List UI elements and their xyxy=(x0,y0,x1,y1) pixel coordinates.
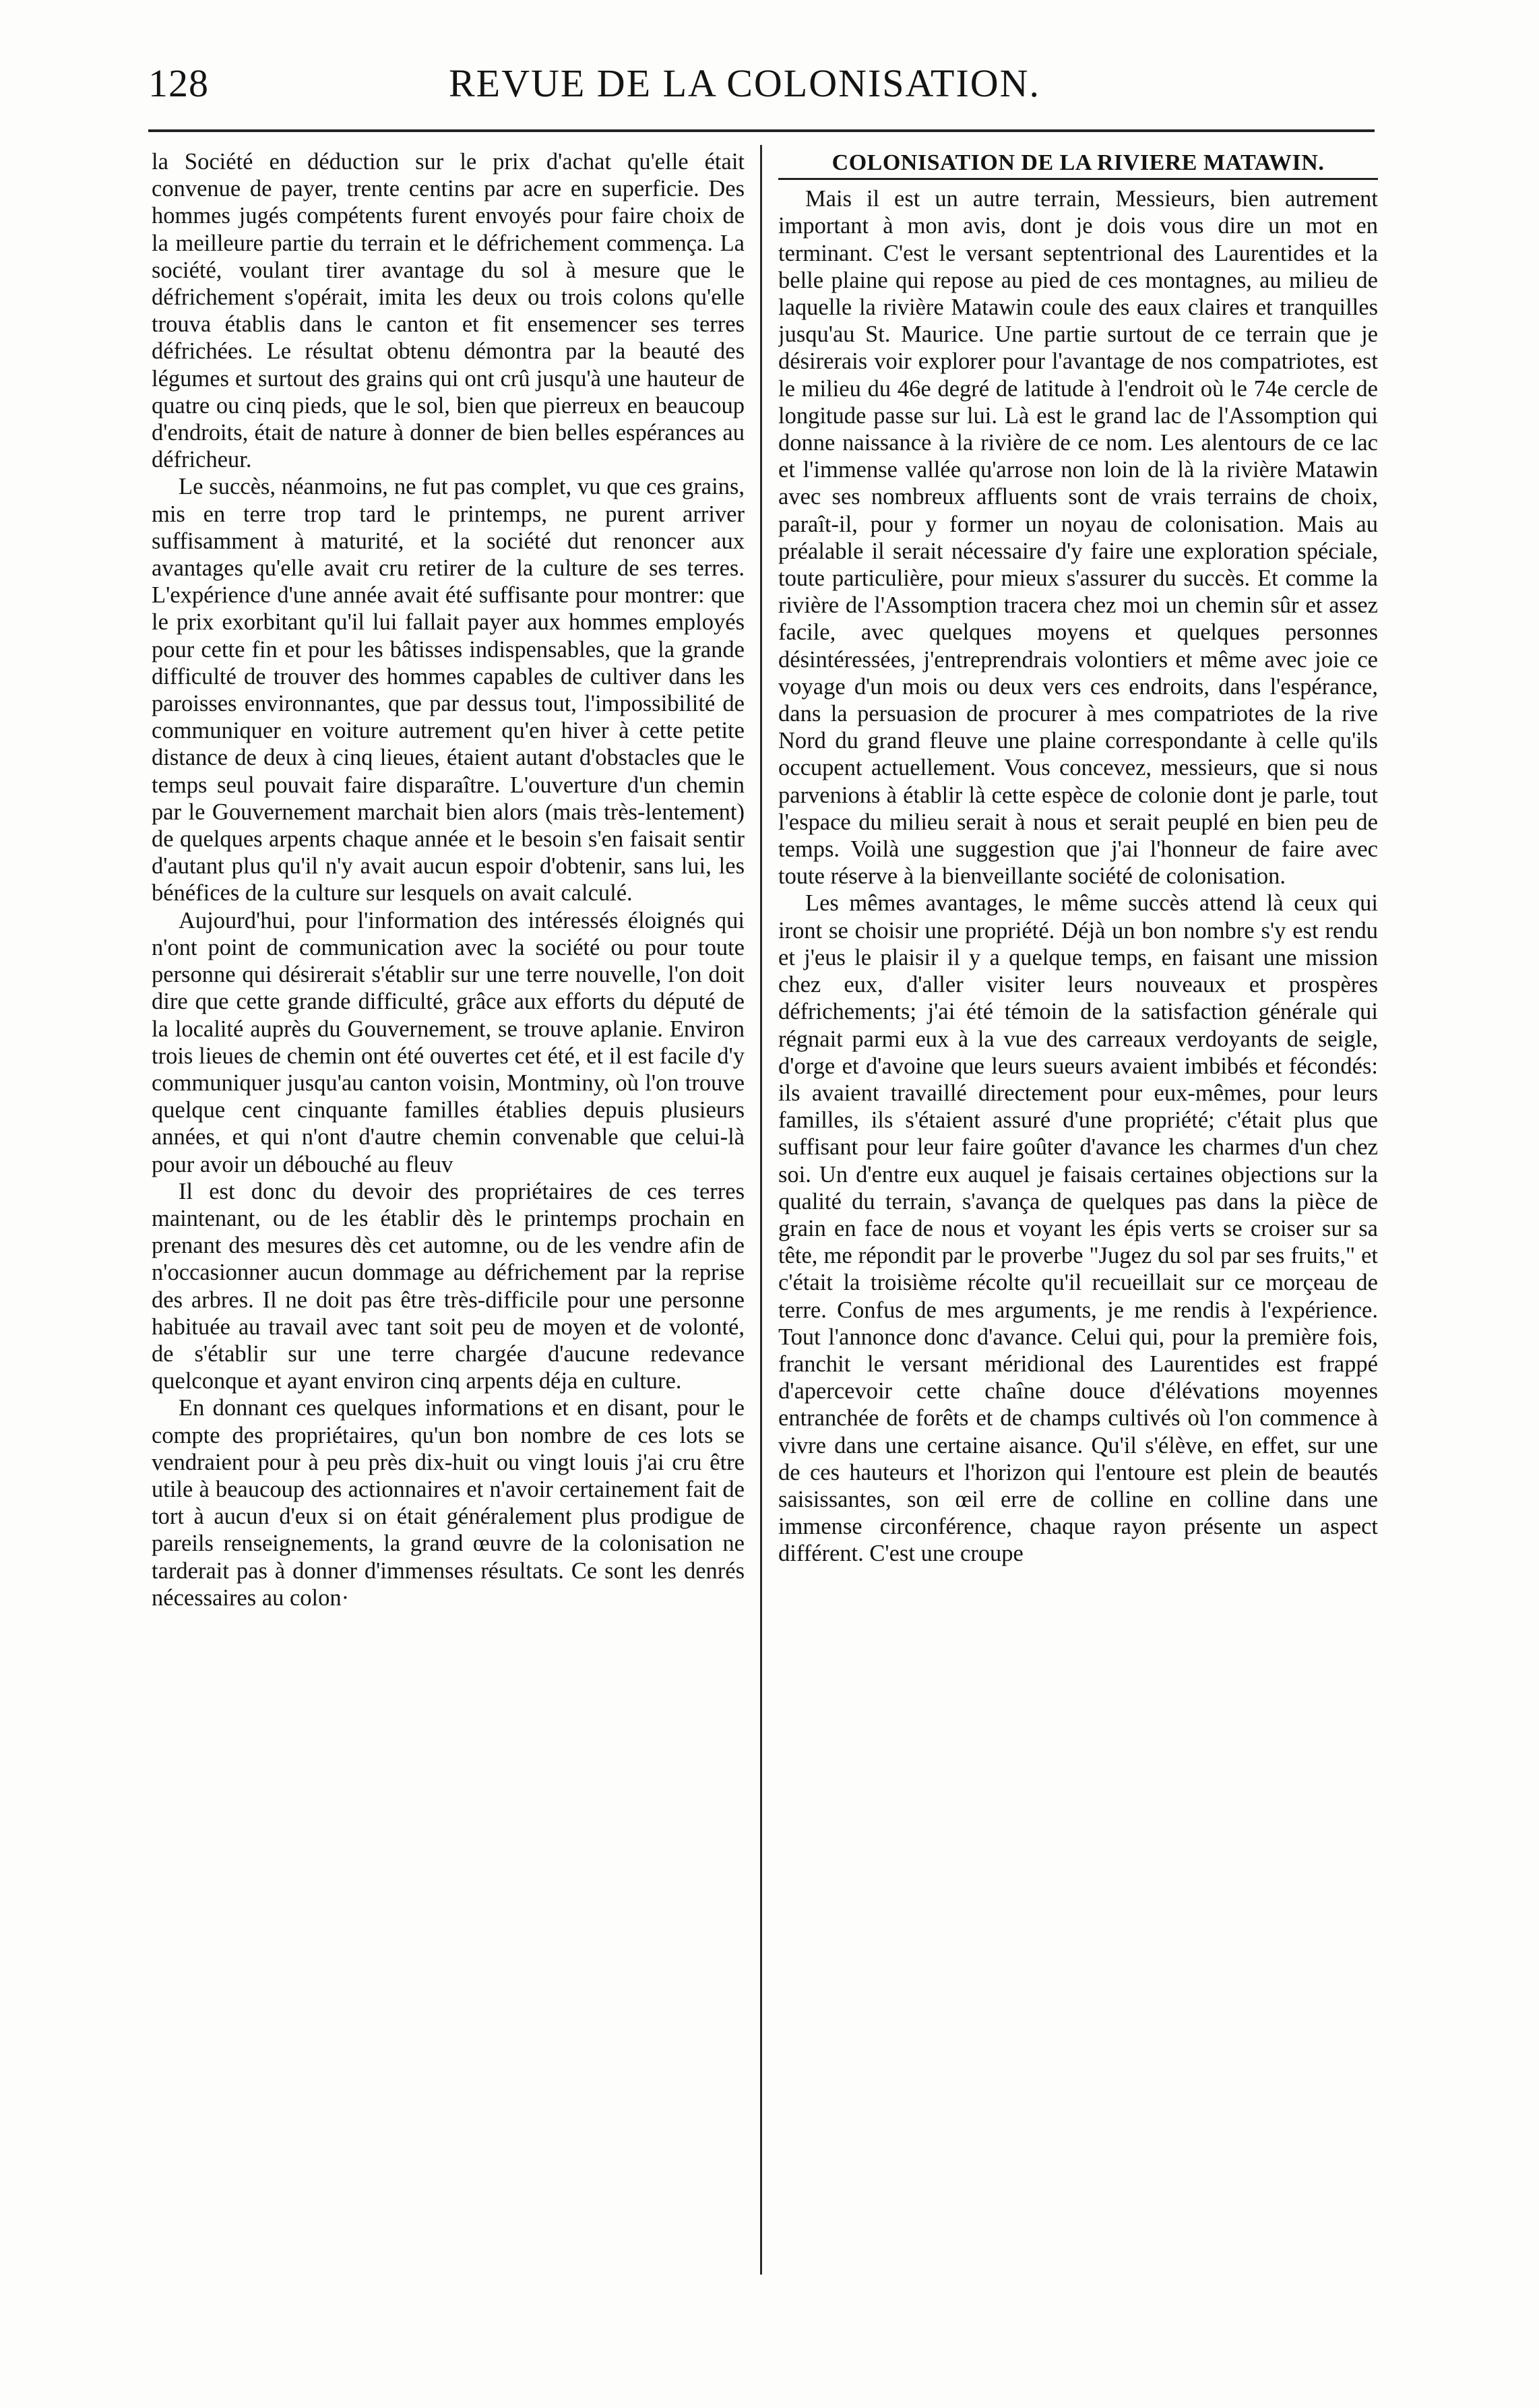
paragraph: Les mêmes avantages, le même succès attend là ceux qui iront se choisir une propriété. Déjà un bon nombre s'y est rendu et j'eus le plaisir il y a quelque temps, en faisant une mission chez eux, d'aller visiter leurs nouveaux et prospères défrichements; j'ai été témoin de la satisfaction générale qui régnait parmi eux à la vue des carreaux verdoyants de seigle, d'orge et d'avoine que leurs sueurs avaient imbibés et fécondés: ils avaient travaillé directement pour eux-mêmes, pour leurs familles, ils s'étaient assuré d'une propriété; c'était plus que suffisant pour leur faire goûter d'avance les charmes d'un chez soi. Un d'entre eux auquel je faisais certaines objections sur la qualité du terrain, s'avança de quelques pas dans la pièce de grain en face de nous et voyant les épis verts se croiser sur sa tête, me répondit par le proverbe "Jugez du sol par ses fruits," et c'était la troisième récolte qu'il recueillait sur ce morçeau de terre. Confus de mes arguments, je me rendis à l'expérience. Tout l'annonce donc d'avance. Celui qui, pour la première fois, franchit le versant méridional des Laurentides est frappé d'apercevoir cette chaîne douce d'élévations moyennes entranchée de forêts et de champs cultivés où l'on commence à vivre dans une certaine aisance. Qu'il s'élève, en effet, sur une de ces hauteurs et l'horizon qui l'entoure est plein de beautés saisissantes, son œil erre de colline en colline dans une immense circonférence, chaque rayon présente un aspect différent. C'est une croupe xyxy=(778,890,1378,1567)
left-column xyxy=(152,148,745,2271)
page-number: 128 xyxy=(148,61,209,105)
paragraph: Aujourd'hui, pour l'information des intéressés éloignés qui n'ont point de communication avec la société ou pour toute personne qui désirerait s'établir sur une terre nouvelle, l'on doit dire que cette grande difficulté, grâce aux efforts du député de la localité auprès du Gouvernement, se trouve aplanie. Environ trois lieues de chemin ont été ouvertes cet été, et il est facile d'y communiquer jusqu'au canton voisin, Montminy, où l'on trouve quelque cent cinquante familles établies depuis plusieurs années, et qui n'ont d'autre chemin convenable que celui-là pour avoir un débouché au fleuv xyxy=(152,907,745,1177)
paragraph: Mais il est un autre terrain, Messieurs, bien autrement important à mon avis, dont je dois vous dire un mot en terminant. C'est le versant septentrional des Laurentides et la belle plaine qui repose au pied de ces montagnes, au milieu de laquelle la rivière Matawin coule des eaux claires et tranquilles jusqu'au St. Maurice. Une partie surtout de ce terrain que je désirerais voir explorer pour l'avantage de nos compatriotes, est le milieu du 46e degré de latitude à l'endroit où le 74e cercle de longitude passe sur lui. Là est le grand lac de l'Assomption qui donne naissance à la rivière de ce nom. Les alentours de ce lac et l'immense vallée qu'arrose non loin de là la rivière Matawin avec ses nombreux affluents sont de vrais terrains de choix, paraît-il, pour y former un noyau de colonisation. Mais au préalable il serait nécessaire d'y faire une exploration spéciale, toute particulière, pour mieux s'assurer du succès. Et comme la rivière de l'Assomption tracera chez moi un chemin sûr et assez facile, avec quelques moyens et quelques personnes désintéressées, j'entreprendrais volontiers et même avec joie ce voyage d'un mois ou deux vers ces endroits, dans l'espérance, dans la persuasion de procurer à mes compatriotes de la rive Nord du grand fleuve une plaine correspondante à celle qu'ils occupent actuellement. Vous concevez, messieurs, que si nous parvenions à établir là cette espèce de colonie dont je parle, tout l'espace du milieu serait à nous et serait peuplé en bien peu de temps. Voilà une suggestion que j'ai l'honneur de faire avec toute réserve à la bienveillante société de colonisation. xyxy=(778,186,1378,890)
header-rule xyxy=(148,129,1375,132)
running-title: REVUE DE LA COLONISATION. xyxy=(448,61,1041,105)
right-column xyxy=(778,150,1378,2273)
paragraph: En donnant ces quelques informations et en disant, pour le compte des propriétaires, qu'un bon nombre de ces lots se vendraient pour à peu près dix-huit ou vingt louis j'ai cru être utile à beaucoup des actionnaires et n'avoir certainement fait de tort à aucun d'eux si on était généralement plus prodigue de pareils renseignements, la grand œuvre de la colonisation ne tarderait pas à donner d'immenses résultats. Ce sont les denrés nécessaires au colon· xyxy=(152,1395,745,1611)
column-divider xyxy=(760,145,762,2275)
section-heading: COLONISATION DE LA RIVIERE MATAWIN. xyxy=(778,150,1378,180)
page-header xyxy=(115,61,1375,108)
paragraph: la Société en déduction sur le prix d'achat qu'elle était convenue de payer, trente centins par acre en superficie. Des hommes jugés compétents furent envoyés pour faire choix de la meilleure partie du terrain et le défrichement commença. La société, voulant tirer avantage du sol à mesure que le défrichement s'opérait, imita les deux ou trois colons qu'elle trouva établis dans le canton et fit ensemencer ses terres défrichées. Le résultat obtenu démontra par la beauté des légumes et surtout des grains qui ont crû jusqu'à une hauteur de quatre ou cinq pieds, que le sol, bien que pierreux en beaucoup d'endroits, était de nature à donner de bien belles espérances au défricheur. xyxy=(152,149,745,473)
paragraph: Le succès, néanmoins, ne fut pas complet, vu que ces grains, mis en terre trop tard le printemps, ne purent arriver suffisamment à maturité, et la société dut renoncer aux avantages qu'elle avait cru retirer de la culture de ses terres. L'expérience d'une année avait été suffisante pour montrer: que le prix exorbitant qu'il lui fallait payer aux hommes employés pour cette fin et pour les bâtisses indispensables, que la grande difficulté de trouver des hommes capables de cultiver dans les paroisses environnantes, que par dessus tout, l'impossibilité de communiquer en voiture autrement qu'en hiver à cette petite distance de deux à cinq lieues, étaient autant d'obstacles que le temps seul pouvait faire disparaître. L'ouverture d'un chemin par le Gouvernement marchait bien alors (mais très-lentement) de quelques arpents chaque année et le besoin s'en faisait sentir d'autant plus qu'il n'y avait aucun espoir d'obtenir, sans lui, les bénéfices de la culture sur lesquels on avait calculé. xyxy=(152,474,745,906)
paragraph: Il est donc du devoir des propriétaires de ces terres maintenant, ou de les établir dès le printemps prochain en prenant des mesures dès cet automne, ou de les vendre afin de n'occasionner aucun dommage au défrichement par la reprise des arbres. Il ne doit pas être très-difficile pour une personne habituée au travail avec tant soit peu de moyen et de volonté, de s'établir sur une terre chargée d'aucune redevance quelconque et ayant environ cinq arpents déja en culture. xyxy=(152,1178,745,1394)
